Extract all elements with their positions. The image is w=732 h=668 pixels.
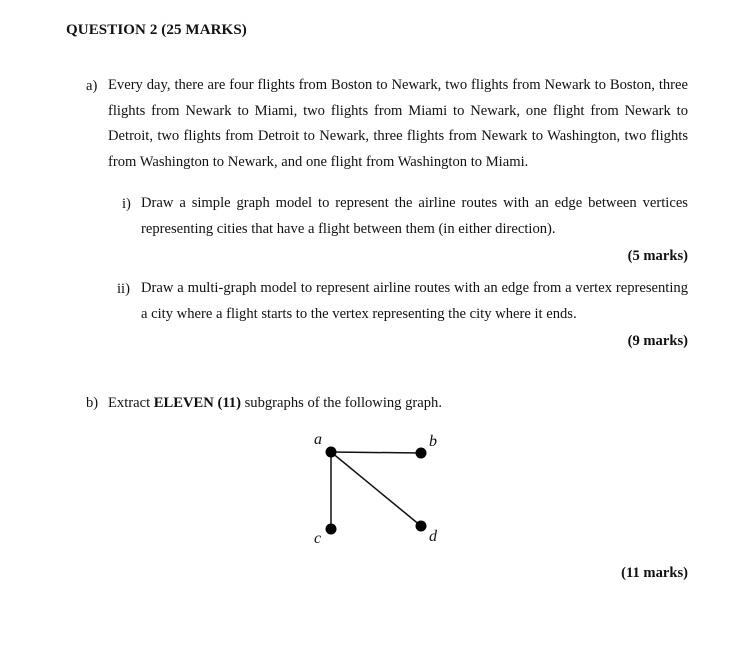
vertex-label-b: b: [429, 433, 437, 450]
part-b-text: [108, 395, 442, 412]
part-b-text-after: subgraphs of the following graph.: [240, 395, 443, 411]
vertex-label-d: d: [429, 528, 437, 545]
part-b-text-before: Extract: [108, 395, 154, 411]
vertex-a: [326, 447, 337, 458]
vertex-label-a: a: [314, 431, 322, 448]
sub-i-marks: (5 marks): [627, 248, 688, 264]
sub-i-label: i): [122, 196, 131, 212]
vertex-c: [326, 524, 337, 535]
question-heading: QUESTION 2 (25 MARKS): [66, 22, 247, 38]
vertex-b: [416, 448, 427, 459]
graph-figure: [300, 425, 460, 555]
graph-edges: [331, 452, 421, 529]
part-a-label: a): [86, 78, 98, 94]
sub-ii-marks: (9 marks): [627, 333, 688, 349]
vertex-d: [416, 521, 427, 532]
part-a-text: Every day, there are four flights from Boston to Newark, two flights from Newark to Boston, three flights from Newark to Miami, two flights from Miami to Newark, one flight from Newark to Detroit, two flights from Detroit to Newark, three flights from Newark to Washington, two flights from Washington to Newark, and one flight from Washington to Miami.: [108, 77, 688, 170]
part-b-marks: (11 marks): [621, 565, 688, 581]
vertex-label-c: c: [314, 530, 322, 547]
sub-ii-text: Draw a multi-graph model to represent airline routes with an edge from a vertex representing a city where a flight starts to the vertex representing the city where it ends.: [141, 280, 688, 322]
edge-a-d: [331, 452, 421, 526]
sub-ii-label: ii): [117, 281, 130, 297]
part-b-label: b): [86, 395, 99, 411]
edge-a-b: [331, 452, 421, 453]
part-b-text-bold: ELEVEN (11): [153, 395, 241, 411]
sub-i-text: Draw a simple graph model to represent the airline routes with an edge between vertices representing cities that have a flight between them (in either direction).: [141, 195, 688, 237]
